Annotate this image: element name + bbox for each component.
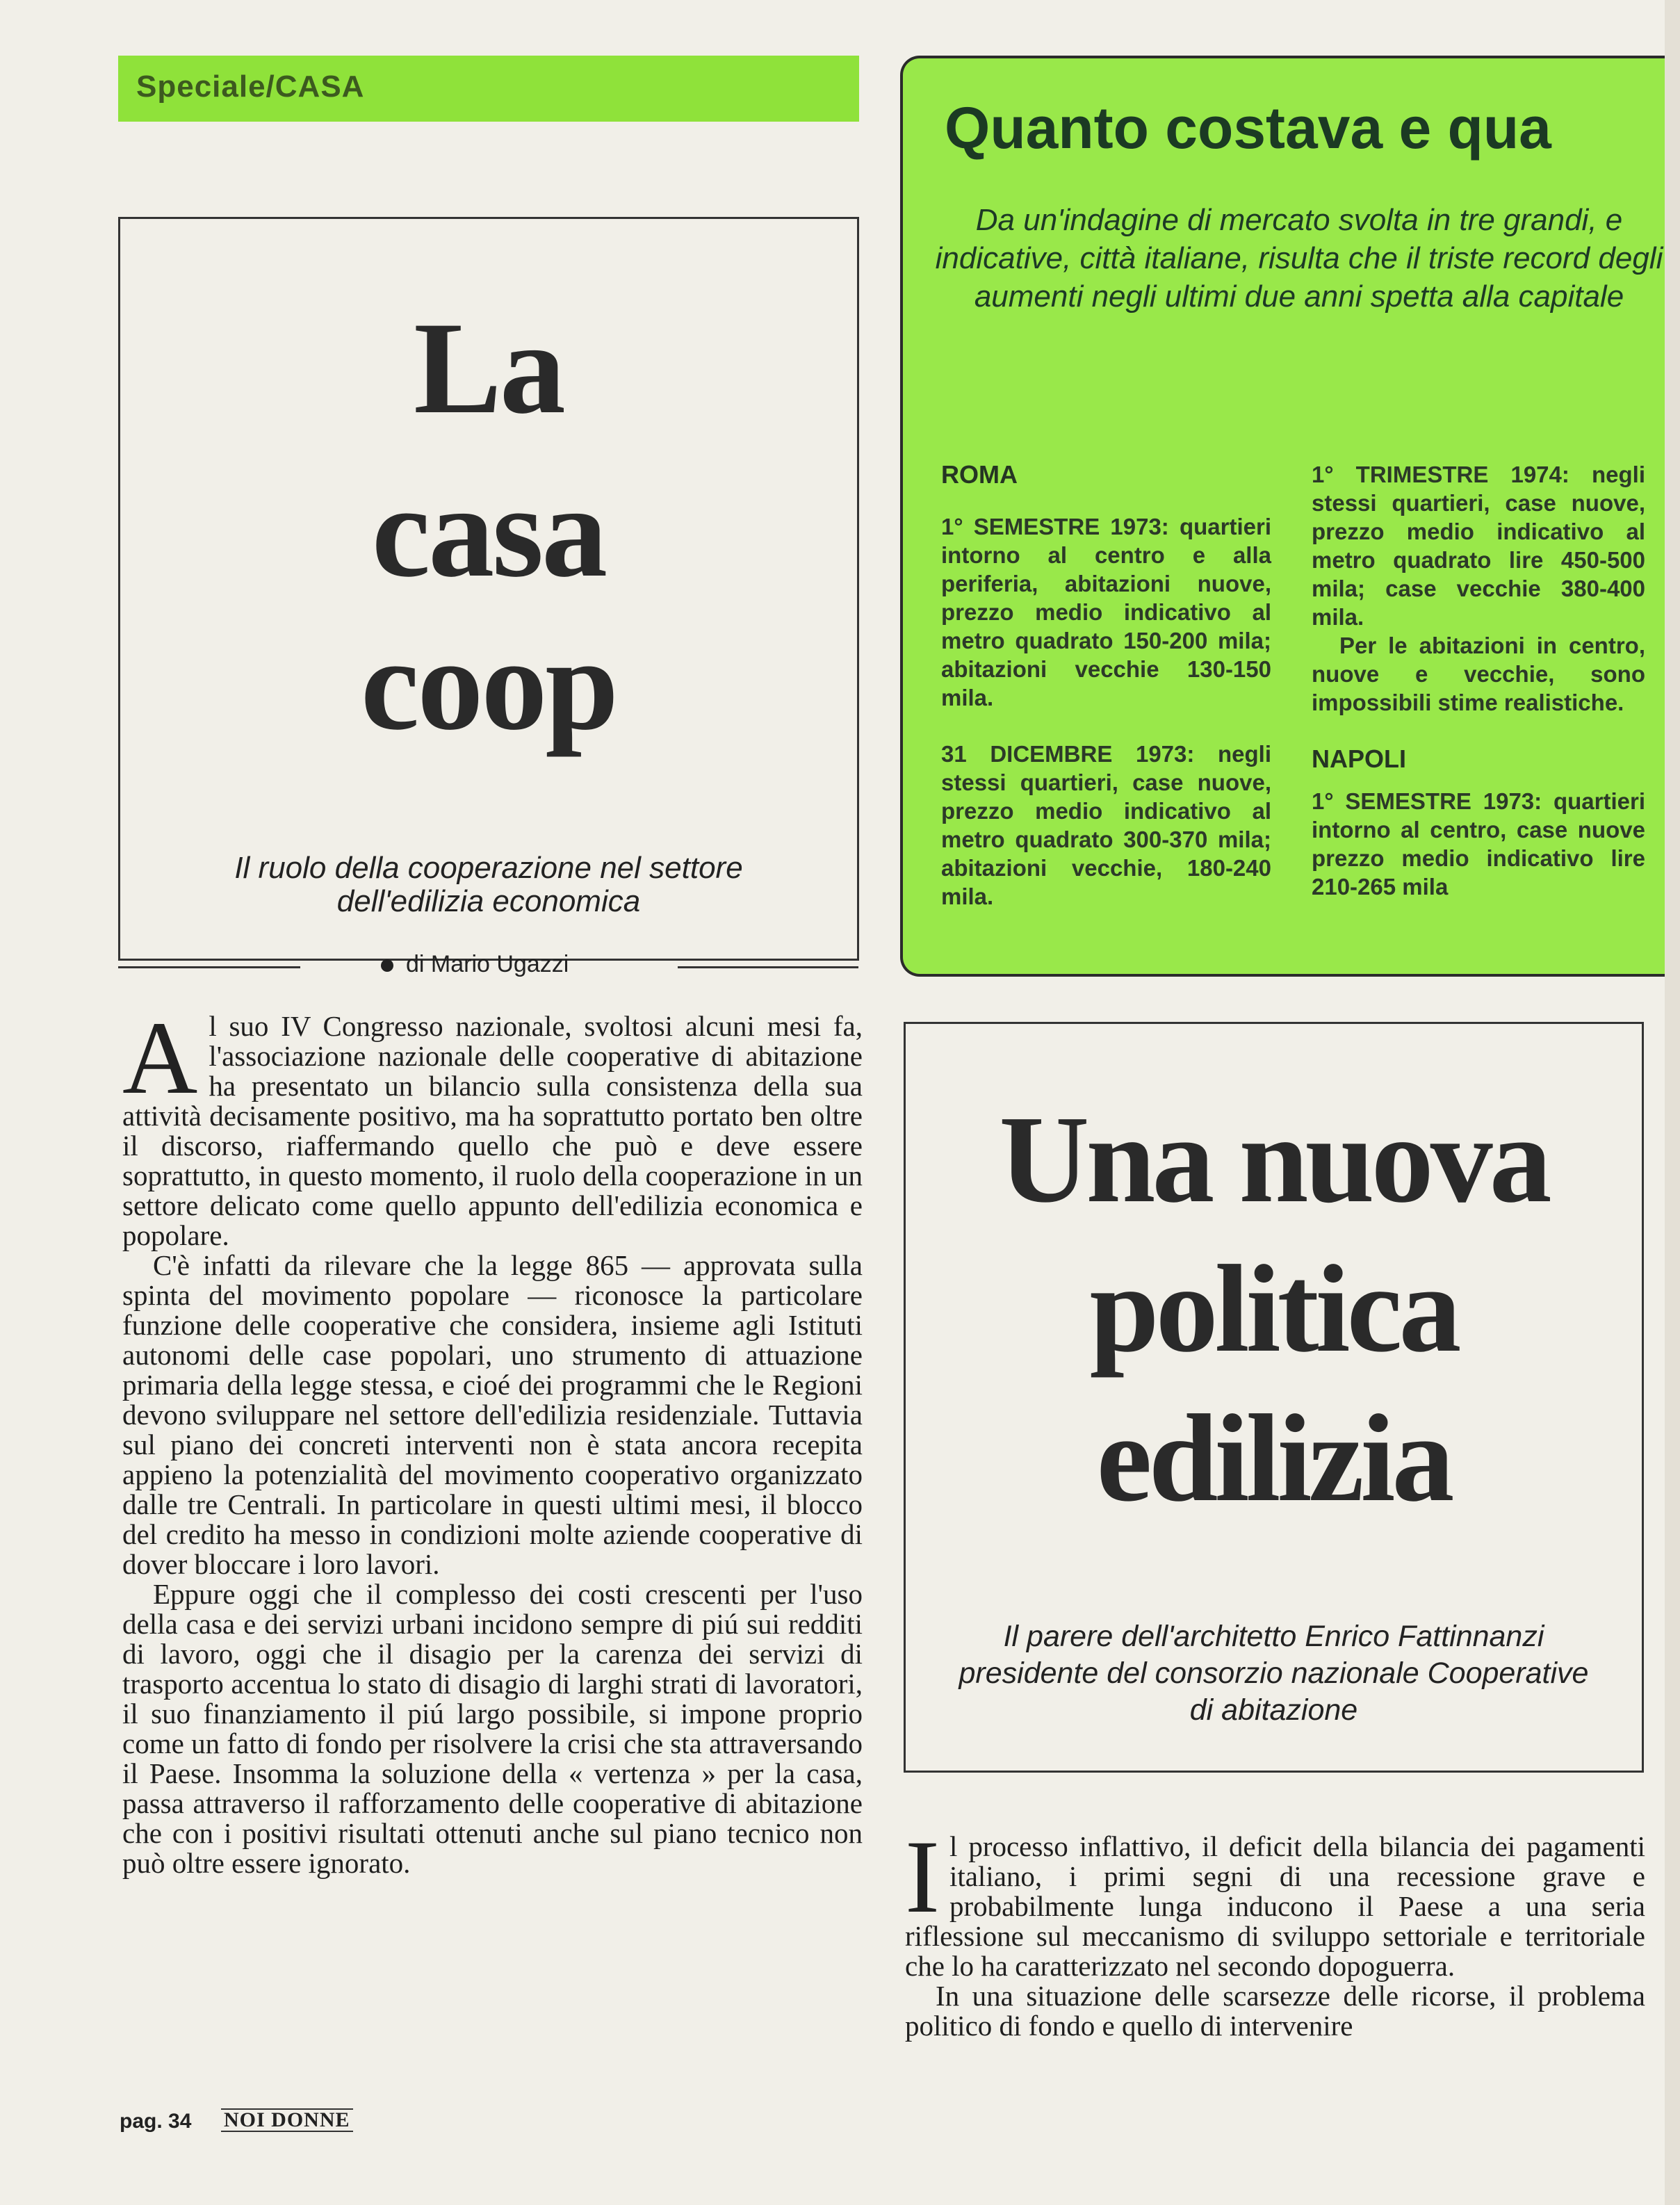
article2-title-line-3: edilizia: [1096, 1389, 1451, 1527]
article2-paragraph-1: Il processo inflattivo, il deficit della bilancia dei pagamenti italiano, i primi segni di una recessione grave e probabilmente lunga inducono il Paese a una seria riflessione sul meccanismo di sviluppo settoriale e territoriale che lo ha caratterizzato nel secondo dopoguerra.: [905, 1819, 1645, 1982]
article-paragraph-1: Al suo IV Congresso nazionale, svoltosi alcuni mesi fa, l'associazione nazionale delle cooperative di abitazione ha presentato un bilancio sulla consistenza della sua attività decisamente positivo, ma ha soprattutto portato ben oltre il discorso, riaffermando quello che può e deve essere soprattutto, in questo momento, il ruolo della cooperazione in un settore delicato come quello appunto dell'edilizia economica e popolare.: [122, 1000, 863, 1251]
article2-body: [905, 1819, 1645, 2042]
article2-title-line-2: politica: [1089, 1239, 1458, 1378]
article-title-line-2: casa: [371, 459, 606, 605]
section-banner: [118, 56, 859, 122]
sidebar-entry: 1° SEMESTRE 1973: quartieri intorno al centro, case nuove prezzo medio indicativo lire 210-265 mila: [1312, 788, 1645, 900]
sidebar-entry: 1° SEMESTRE 1973: quartieri intorno al centro e alla periferia, abitazioni nuove, prezzo medio indicativo al metro quadrato 150-200 mila; abitazioni vecchie 130-150 mila.: [941, 514, 1271, 710]
byline-rule-left: [118, 966, 300, 968]
sidebar-column-1: [941, 460, 1271, 911]
sidebar-subtitle: Da un'indagine di mercato svolta in tre grandi, e indicative, città italiane, risulta che il triste record degli aumenti negli ultimi due anni spetta alla capitale: [935, 203, 1663, 314]
sidebar-title: Quanto costava e qua: [945, 95, 1551, 161]
city-heading-napoli: NAPOLI: [1312, 745, 1407, 773]
article-title-box: [118, 217, 859, 961]
page-edge: [1665, 0, 1680, 2205]
article-body-left: [122, 1000, 863, 1879]
article-subtitle: Il ruolo della cooperazione nel settore dell'edilizia economica: [234, 851, 743, 918]
sidebar-entry: 31 DICEMBRE 1973: negli stessi quartieri, case nuove, prezzo medio indicativo al metro quadrato 300-370 mila; abitazioni vecchie, 180-240 mila.: [941, 741, 1271, 909]
article-title-line-1: La: [414, 295, 564, 441]
article2-title-line-1: Una nuova: [999, 1090, 1549, 1228]
article2-subtitle: Il parere dell'architetto Enrico Fattinnanzi presidente del consorzio nazionale Cooperative di abitazione: [959, 1620, 1589, 1727]
magazine-logo: NOI DONNE: [221, 2108, 353, 2132]
section-label: Speciale/CASA: [136, 70, 365, 104]
byline-text: di Mario Ugazzi: [406, 951, 569, 977]
article-title-line-3: coop: [361, 612, 617, 758]
sidebar-entry: 1° TRIMESTRE 1974: negli stessi quartieri, case nuove, prezzo medio indicativo al metro quadrato lire 450-500 mila; case vecchie 380-400 mila.: [1312, 462, 1645, 630]
article2-paragraph-2: In una situazione delle scarsezze delle ricorse, il problema politico di fondo e quello di intervenire: [905, 1980, 1645, 2042]
article-paragraph-2: C'è infatti da rilevare che la legge 865 — approvata sulla spinta del movimento popolare — riconosce la particolare funzione delle cooperative che considera, insieme agli Istituti autonomi delle case popolari, uno strumento di attuazione primaria della legge stessa, e cioé dei programmi che le Regioni devono sviluppare nel settore dell'edilizia residenziale. Tuttavia sul piano dei concreti interventi non è stata ancora recepita appieno la potenzialità del movimento cooperativo organizzato dalle tre Centrali. In particolare in questi ultimi mesi, il blocco del credito ha messo in condizioni molte aziende cooperative di dover bloccare i loro lavori.: [122, 1249, 863, 1580]
price-sidebar: [900, 56, 1680, 977]
byline-rule-right: [678, 966, 858, 968]
article-paragraph-3: Eppure oggi che il complesso dei costi crescenti per l'uso della casa e dei servizi urbani incidono sempre di piú sui redditi di lavoro, oggi che il disagio per la carenza dei servizi di trasporto accentua lo stato di disagio di larghi strati di lavoratori, il suo finanziamento il piú largo possibile, si impone proprio come un fatto di fondo per risolvere la crisi che sta attraversando il Paese. Insomma la soluzione della « vertenza » per la casa, passa attraverso il rafforzamento delle cooperative di abitazione che con i positivi risultati ottenuti anche sul piano tecnico non può oltre essere ignorato.: [122, 1578, 863, 1879]
sidebar-column-2: [1312, 460, 1645, 901]
drop-cap: I: [905, 1819, 940, 1935]
byline: [381, 951, 569, 978]
bullet-icon: [381, 959, 393, 972]
drop-cap: A: [122, 1000, 198, 1116]
page-number: pag. 34: [120, 2110, 192, 2133]
city-heading-roma: ROMA: [941, 460, 1018, 489]
article2-title-box: [904, 1022, 1644, 1773]
sidebar-entry: Per le abitazioni in centro, nuove e vecchie, sono impossibili stime realistiche.: [1312, 633, 1645, 715]
